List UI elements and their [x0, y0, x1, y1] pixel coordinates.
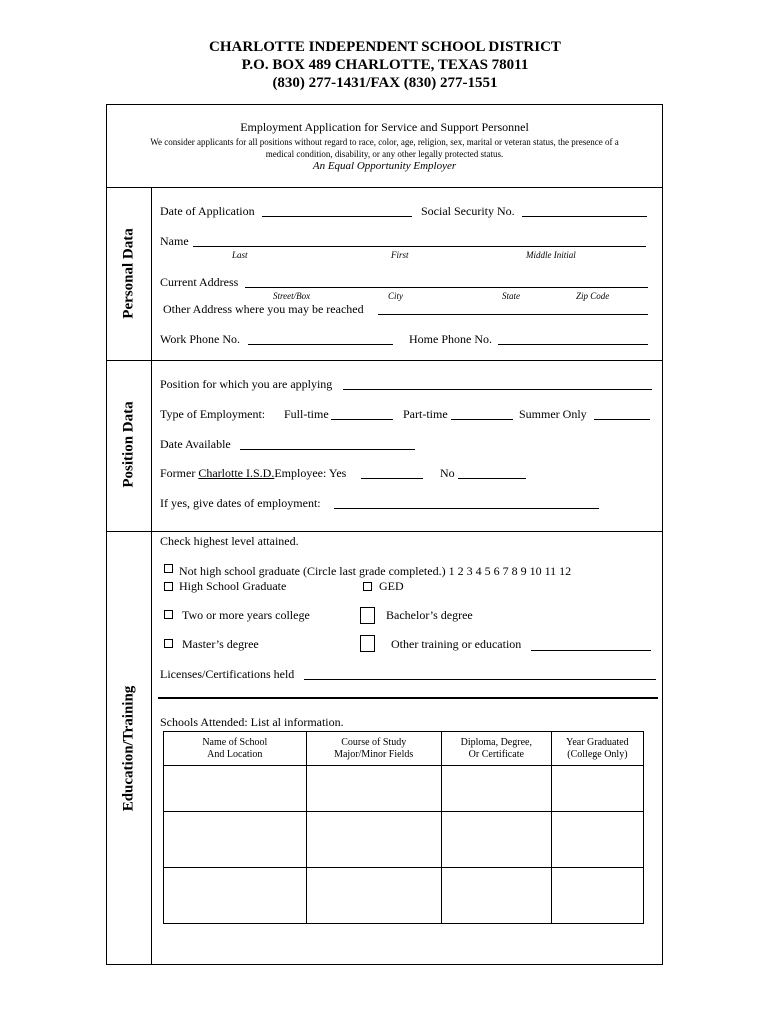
other-training-checkbox[interactable]	[360, 635, 375, 652]
date-of-application-label: Date of Application	[160, 204, 255, 218]
date-available-label: Date Available	[160, 437, 231, 451]
other-training-field[interactable]	[531, 650, 651, 651]
summer-only-field[interactable]	[594, 419, 650, 420]
col-header-year-line2: (College Only)	[567, 749, 628, 760]
date-available-field[interactable]	[240, 449, 415, 450]
two-years-college-label: Two or more years college	[182, 608, 310, 622]
col-header-course-line1: Course of Study	[341, 737, 407, 748]
col-header-year	[551, 732, 643, 766]
diploma-cell[interactable]	[441, 812, 551, 868]
section-label-position: Position Data	[120, 401, 137, 488]
diploma-cell[interactable]	[441, 868, 551, 924]
dates-employment-field[interactable]	[334, 508, 599, 509]
position-applying-field[interactable]	[343, 389, 652, 390]
col-header-school	[164, 732, 307, 766]
eeo-statement-line1: We consider applicants for all positions without regard to race, color, age, religion, sex, marital or veteran status, the presence of a	[150, 137, 619, 147]
ssn-label: Social Security No.	[421, 204, 515, 218]
district-address: P.O. BOX 489 CHARLOTTE, TEXAS 78011	[241, 57, 529, 73]
ged-label: GED	[379, 579, 404, 593]
not-hs-checkbox[interactable]	[164, 564, 173, 573]
masters-checkbox[interactable]	[164, 639, 173, 648]
schools-table-header-row	[164, 732, 644, 766]
former-employee-yes-field[interactable]	[361, 478, 423, 479]
name-last-caption: Last	[232, 250, 248, 260]
work-phone-label: Work Phone No.	[160, 332, 241, 346]
schools-table	[163, 731, 644, 924]
bachelors-checkbox[interactable]	[360, 607, 375, 624]
year-cell[interactable]	[551, 868, 643, 924]
section-label-education: Education/Training	[120, 685, 137, 812]
home-phone-field[interactable]	[498, 344, 648, 345]
former-employee-no-field[interactable]	[458, 478, 526, 479]
table-row	[164, 766, 644, 812]
divider-intro	[106, 187, 663, 188]
section-label-column-line	[151, 187, 152, 965]
other-address-label: Other Address where you may be reached	[163, 302, 364, 316]
address-city-caption: City	[388, 291, 403, 301]
col-header-diploma-line2: Or Certificate	[468, 749, 524, 760]
school-cell[interactable]	[164, 868, 307, 924]
work-phone-field[interactable]	[248, 344, 393, 345]
year-cell[interactable]	[551, 766, 643, 812]
date-of-application-field[interactable]	[262, 216, 412, 217]
ged-checkbox[interactable]	[363, 582, 372, 591]
part-time-label: Part-time	[403, 407, 448, 421]
col-header-school-line2: And Location	[207, 749, 263, 760]
col-header-school-line1: Name of School	[202, 737, 268, 748]
col-header-diploma-line1: Diploma, Degree,	[460, 737, 532, 748]
home-phone-label: Home Phone No.	[409, 332, 492, 346]
not-hs-label: Not high school graduate (Circle last grade completed.) 1 2 3 4 5 6 7 8 9 10 11 12	[179, 564, 572, 578]
table-row	[164, 812, 644, 868]
other-address-field[interactable]	[378, 314, 648, 315]
schools-attended-label: Schools Attended: List al information.	[160, 715, 344, 729]
part-time-field[interactable]	[451, 419, 513, 420]
bachelors-label: Bachelor’s degree	[386, 608, 473, 622]
district-phone: (830) 277-1431/FAX (830) 277-1551	[272, 75, 498, 91]
col-header-course	[306, 732, 441, 766]
licenses-field[interactable]	[304, 679, 656, 680]
year-cell[interactable]	[551, 812, 643, 868]
full-time-label: Full-time	[284, 407, 329, 421]
diploma-cell[interactable]	[441, 766, 551, 812]
two-years-college-checkbox[interactable]	[164, 610, 173, 619]
address-street-caption: Street/Box	[273, 291, 311, 301]
name-first-caption: First	[391, 250, 409, 260]
col-header-diploma	[441, 732, 551, 766]
form-title: Employment Application for Service and Support Personnel	[240, 120, 529, 134]
course-cell[interactable]	[306, 868, 441, 924]
table-row	[164, 868, 644, 924]
name-field[interactable]	[193, 246, 646, 247]
type-employment-label: Type of Employment:	[160, 407, 266, 421]
current-address-field[interactable]	[245, 287, 648, 288]
address-zip-caption: Zip Code	[576, 291, 610, 301]
position-applying-label: Position for which you are applying	[160, 377, 333, 391]
full-time-field[interactable]	[331, 419, 393, 420]
current-address-label: Current Address	[160, 275, 239, 289]
course-cell[interactable]	[306, 812, 441, 868]
col-header-course-line2: Major/Minor Fields	[334, 749, 414, 760]
licenses-label: Licenses/Certifications held	[160, 667, 295, 681]
eoe-tagline: An Equal Opportunity Employer	[312, 160, 457, 172]
col-header-year-line1: Year Graduated	[566, 737, 629, 748]
section-label-personal: Personal Data	[120, 228, 137, 319]
masters-label: Master’s degree	[182, 637, 259, 651]
hs-grad-checkbox[interactable]	[164, 582, 173, 591]
hs-grad-label: High School Graduate	[179, 579, 287, 593]
course-cell[interactable]	[306, 766, 441, 812]
address-state-caption: State	[502, 291, 520, 301]
eeo-statement-line2: medical condition, disability, or any other legally protected status.	[265, 149, 504, 159]
divider-position	[106, 531, 663, 532]
dates-employment-label: If yes, give dates of employment:	[160, 496, 321, 510]
former-prefix: Former	[160, 466, 199, 480]
former-employee-no-label: No	[440, 466, 455, 480]
licenses-extra-line[interactable]	[158, 697, 658, 699]
district-abbreviation: Charlotte I.S.D.	[198, 466, 275, 480]
former-suffix: Employee: Yes	[274, 466, 347, 480]
school-cell[interactable]	[164, 812, 307, 868]
other-training-label: Other training or education	[391, 637, 522, 651]
school-cell[interactable]	[164, 766, 307, 812]
former-employee-label	[160, 466, 346, 481]
divider-personal	[106, 360, 663, 361]
district-name: CHARLOTTE INDEPENDENT SCHOOL DISTRICT	[209, 39, 561, 55]
ssn-field[interactable]	[522, 216, 647, 217]
check-highest-label: Check highest level attained.	[160, 534, 299, 548]
name-label: Name	[160, 234, 189, 248]
name-middle-caption: Middle Initial	[526, 250, 576, 260]
summer-only-label: Summer Only	[519, 407, 587, 421]
